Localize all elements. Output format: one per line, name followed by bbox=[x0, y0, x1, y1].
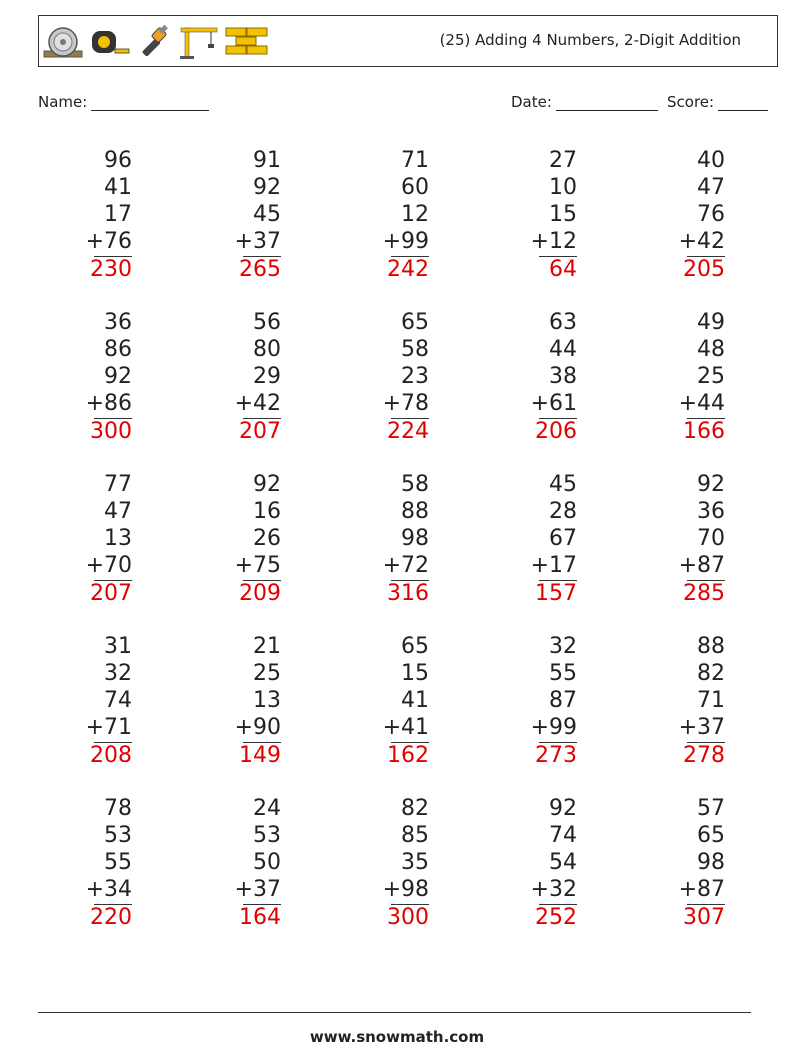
addend: 74 bbox=[549, 823, 577, 848]
addend: 36 bbox=[104, 310, 132, 335]
last-addend: +12 bbox=[530, 229, 577, 254]
answer: 230 bbox=[90, 257, 132, 282]
addend: 88 bbox=[401, 499, 429, 524]
score-label: Score: bbox=[667, 93, 715, 111]
answer: 278 bbox=[683, 743, 725, 768]
date-label: Date: bbox=[511, 93, 552, 111]
addition-problem bbox=[339, 633, 429, 769]
addend: 15 bbox=[549, 202, 577, 227]
answer: 300 bbox=[90, 419, 132, 444]
addend: 65 bbox=[697, 823, 725, 848]
addend: 25 bbox=[253, 661, 281, 686]
last-addend: +98 bbox=[382, 877, 429, 902]
answer: 157 bbox=[535, 581, 577, 606]
addend: 58 bbox=[401, 472, 429, 497]
answer: 149 bbox=[239, 743, 281, 768]
addition-problem bbox=[42, 309, 132, 445]
addend: 45 bbox=[253, 202, 281, 227]
addend: 26 bbox=[253, 526, 281, 551]
header-icons bbox=[43, 24, 269, 60]
addend: 86 bbox=[104, 337, 132, 362]
addend: 47 bbox=[104, 499, 132, 524]
addend: 80 bbox=[253, 337, 281, 362]
last-addend: +41 bbox=[382, 715, 429, 740]
last-addend: +37 bbox=[234, 229, 281, 254]
tape-measure-icon bbox=[89, 25, 131, 59]
answer: 285 bbox=[683, 581, 725, 606]
addend: 28 bbox=[549, 499, 577, 524]
addition-problem bbox=[42, 471, 132, 607]
addend: 35 bbox=[401, 850, 429, 875]
addend: 15 bbox=[401, 661, 429, 686]
addition-problem bbox=[339, 309, 429, 445]
date-line[interactable] bbox=[556, 96, 658, 111]
addend: 40 bbox=[697, 148, 725, 173]
last-addend: +32 bbox=[530, 877, 577, 902]
saw-blade-icon bbox=[43, 25, 83, 59]
addend: 58 bbox=[401, 337, 429, 362]
addend: 65 bbox=[401, 310, 429, 335]
last-addend: +61 bbox=[530, 391, 577, 416]
addition-problem bbox=[635, 471, 725, 607]
addend: 74 bbox=[104, 688, 132, 713]
answer: 220 bbox=[90, 905, 132, 930]
footer-site: www.snowmath.com bbox=[309, 1028, 485, 1046]
addend: 45 bbox=[549, 472, 577, 497]
last-addend: +34 bbox=[85, 877, 132, 902]
addend: 48 bbox=[697, 337, 725, 362]
answer: 224 bbox=[387, 419, 429, 444]
addend: 50 bbox=[253, 850, 281, 875]
addend: 13 bbox=[104, 526, 132, 551]
answer: 242 bbox=[387, 257, 429, 282]
addend: 32 bbox=[104, 661, 132, 686]
answer: 316 bbox=[387, 581, 429, 606]
addend: 56 bbox=[253, 310, 281, 335]
last-addend: +76 bbox=[85, 229, 132, 254]
addition-problem bbox=[191, 147, 281, 283]
answer: 207 bbox=[239, 419, 281, 444]
answer: 300 bbox=[387, 905, 429, 930]
addend: 92 bbox=[697, 472, 725, 497]
addend: 67 bbox=[549, 526, 577, 551]
addend: 65 bbox=[401, 634, 429, 659]
addition-problem bbox=[191, 795, 281, 931]
addend: 31 bbox=[104, 634, 132, 659]
addend: 96 bbox=[104, 148, 132, 173]
addend: 78 bbox=[104, 796, 132, 821]
addend: 98 bbox=[697, 850, 725, 875]
addend: 77 bbox=[104, 472, 132, 497]
last-addend: +87 bbox=[678, 553, 725, 578]
name-label: Name: bbox=[38, 93, 88, 111]
addend: 82 bbox=[401, 796, 429, 821]
answer: 164 bbox=[239, 905, 281, 930]
addend: 24 bbox=[253, 796, 281, 821]
name-field[interactable] bbox=[38, 93, 209, 111]
addend: 25 bbox=[697, 364, 725, 389]
addend: 92 bbox=[253, 175, 281, 200]
addition-problem bbox=[487, 147, 577, 283]
worksheet-header bbox=[38, 15, 778, 67]
bricks-icon bbox=[225, 26, 269, 58]
name-line[interactable] bbox=[91, 96, 209, 111]
addend: 21 bbox=[253, 634, 281, 659]
addend: 36 bbox=[697, 499, 725, 524]
addend: 76 bbox=[697, 202, 725, 227]
addend: 17 bbox=[104, 202, 132, 227]
addend: 10 bbox=[549, 175, 577, 200]
addend: 92 bbox=[549, 796, 577, 821]
addition-problem bbox=[487, 633, 577, 769]
addend: 92 bbox=[104, 364, 132, 389]
addition-problem bbox=[191, 633, 281, 769]
addend: 41 bbox=[104, 175, 132, 200]
addend: 32 bbox=[549, 634, 577, 659]
addition-problem bbox=[339, 471, 429, 607]
addend: 47 bbox=[697, 175, 725, 200]
addend: 53 bbox=[253, 823, 281, 848]
addend: 55 bbox=[104, 850, 132, 875]
pipe-wrench-icon bbox=[137, 24, 173, 60]
last-addend: +37 bbox=[234, 877, 281, 902]
addend: 23 bbox=[401, 364, 429, 389]
footer-divider bbox=[38, 1012, 751, 1013]
answer: 265 bbox=[239, 257, 281, 282]
addition-problem bbox=[635, 309, 725, 445]
last-addend: +86 bbox=[85, 391, 132, 416]
addend: 41 bbox=[401, 688, 429, 713]
addition-problem bbox=[42, 147, 132, 283]
addend: 71 bbox=[697, 688, 725, 713]
addend: 55 bbox=[549, 661, 577, 686]
addition-problem bbox=[191, 309, 281, 445]
addend: 44 bbox=[549, 337, 577, 362]
addend: 54 bbox=[549, 850, 577, 875]
addend: 87 bbox=[549, 688, 577, 713]
addend: 85 bbox=[401, 823, 429, 848]
answer: 205 bbox=[683, 257, 725, 282]
last-addend: +42 bbox=[678, 229, 725, 254]
addition-problem bbox=[42, 795, 132, 931]
last-addend: +17 bbox=[530, 553, 577, 578]
last-addend: +70 bbox=[85, 553, 132, 578]
addend: 29 bbox=[253, 364, 281, 389]
addend: 63 bbox=[549, 310, 577, 335]
answer: 64 bbox=[549, 257, 577, 282]
answer: 206 bbox=[535, 419, 577, 444]
answer: 166 bbox=[683, 419, 725, 444]
last-addend: +71 bbox=[85, 715, 132, 740]
addend: 92 bbox=[253, 472, 281, 497]
answer: 162 bbox=[387, 743, 429, 768]
answer: 307 bbox=[683, 905, 725, 930]
last-addend: +75 bbox=[234, 553, 281, 578]
addition-problem bbox=[42, 633, 132, 769]
last-addend: +87 bbox=[678, 877, 725, 902]
addition-problem bbox=[339, 795, 429, 931]
addend: 57 bbox=[697, 796, 725, 821]
score-field[interactable] bbox=[667, 93, 768, 111]
addend: 82 bbox=[697, 661, 725, 686]
addend: 38 bbox=[549, 364, 577, 389]
last-addend: +78 bbox=[382, 391, 429, 416]
addition-problem bbox=[487, 795, 577, 931]
last-addend: +37 bbox=[678, 715, 725, 740]
addition-problem bbox=[487, 471, 577, 607]
addend: 49 bbox=[697, 310, 725, 335]
date-field[interactable] bbox=[511, 93, 658, 111]
addend: 13 bbox=[253, 688, 281, 713]
crane-icon bbox=[179, 24, 219, 60]
addition-problem bbox=[635, 147, 725, 283]
last-addend: +99 bbox=[382, 229, 429, 254]
answer: 273 bbox=[535, 743, 577, 768]
addition-problem bbox=[339, 147, 429, 283]
last-addend: +44 bbox=[678, 391, 725, 416]
addend: 12 bbox=[401, 202, 429, 227]
worksheet-title: (25) Adding 4 Numbers, 2-Digit Addition bbox=[439, 31, 741, 49]
addition-problem bbox=[191, 471, 281, 607]
addend: 53 bbox=[104, 823, 132, 848]
addend: 71 bbox=[401, 148, 429, 173]
addend: 60 bbox=[401, 175, 429, 200]
answer: 208 bbox=[90, 743, 132, 768]
addend: 91 bbox=[253, 148, 281, 173]
addend: 88 bbox=[697, 634, 725, 659]
addend: 16 bbox=[253, 499, 281, 524]
addition-problem bbox=[635, 795, 725, 931]
answer: 207 bbox=[90, 581, 132, 606]
answer: 209 bbox=[239, 581, 281, 606]
addition-problem bbox=[487, 309, 577, 445]
last-addend: +99 bbox=[530, 715, 577, 740]
addition-problem bbox=[635, 633, 725, 769]
last-addend: +42 bbox=[234, 391, 281, 416]
score-line[interactable] bbox=[718, 96, 768, 111]
addend: 27 bbox=[549, 148, 577, 173]
last-addend: +90 bbox=[234, 715, 281, 740]
last-addend: +72 bbox=[382, 553, 429, 578]
addend: 98 bbox=[401, 526, 429, 551]
addend: 70 bbox=[697, 526, 725, 551]
answer: 252 bbox=[535, 905, 577, 930]
